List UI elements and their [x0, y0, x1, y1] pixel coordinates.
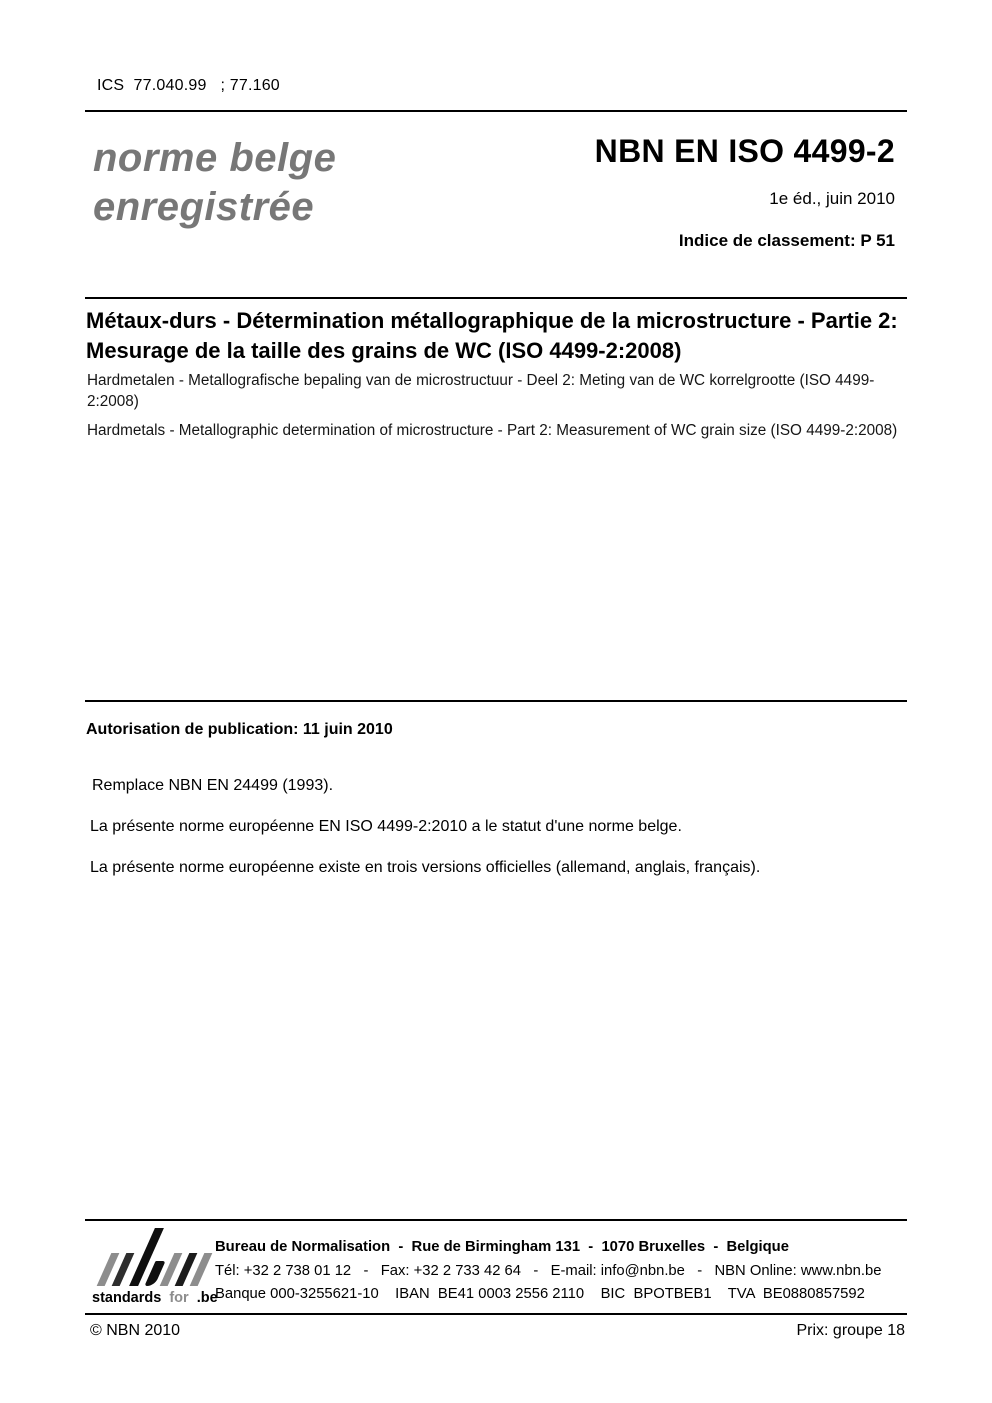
edition-date: 1e éd., juin 2010 — [769, 189, 895, 208]
footer-address: Bureau de Normalisation - Rue de Birmingham 131 - 1070 Bruxelles - Belgique — [215, 1239, 789, 1255]
title-divider — [85, 297, 907, 299]
nbn-logo-tagline — [92, 1290, 218, 1306]
publication-authorization: Autorisation de publication: 11 juin 2010 — [86, 721, 393, 738]
document-type-line2: enregistrée — [93, 185, 315, 229]
tagline-for: for — [169, 1290, 189, 1306]
price-group: Prix: groupe 18 — [796, 1322, 905, 1339]
versions-note: La présente norme européenne existe en trois versions officielles (allemand, anglais, français). — [90, 859, 761, 876]
title-english: Hardmetals - Metallographic determination of microstructure - Part 2: Measurement of WC grain size (ISO 4499-2:2008) — [87, 422, 898, 439]
header-divider — [85, 110, 907, 112]
standard-number: NBN EN ISO 4499-2 — [594, 133, 895, 169]
title-french: Métaux-durs - Détermination métallographique de la microstructure - Partie 2: Mesurage de la taille des grains de WC (ISO 4499-2:2008) — [86, 308, 898, 363]
copyright-notice: © NBN 2010 — [90, 1322, 181, 1339]
classification-index: Indice de classement: P 51 — [678, 231, 895, 250]
ics-code: ICS 77.040.99 ; 77.160 — [97, 77, 280, 94]
footer-contact: Tél: +32 2 738 01 12 - Fax: +32 2 733 42 64 - E-mail: info@nbn.be - NBN Online: www.nbn.be — [215, 1262, 882, 1279]
replaces-note: Remplace NBN EN 24499 (1993). — [92, 777, 334, 794]
tagline-standards: standards — [92, 1290, 162, 1306]
footer-top-divider — [85, 1219, 907, 1221]
document-type-line1: norme belge — [93, 136, 337, 180]
footer-contact-block — [215, 1236, 881, 1307]
title-dutch: Hardmetalen - Metallografische bepaling van de microstructuur - Deel 2: Meting van de WC korrelgrootte (ISO 4499-2:2008) — [87, 372, 875, 410]
tagline-be: .be — [196, 1290, 218, 1306]
nbn-logo — [92, 1228, 222, 1310]
status-note: La présente norme européenne EN ISO 4499-2:2010 a le statut d'une norme belge. — [90, 818, 682, 835]
footer-bottom-divider — [85, 1313, 907, 1315]
footer-bank-details: Banque 000-3255621-10 IBAN BE41 0003 2556 2110 BIC BPOTBEB1 TVA BE0880857592 — [215, 1286, 865, 1302]
document-type-heading — [93, 134, 336, 232]
nbn-logo-ascender-icon — [129, 1228, 164, 1286]
authorization-divider — [85, 700, 907, 702]
